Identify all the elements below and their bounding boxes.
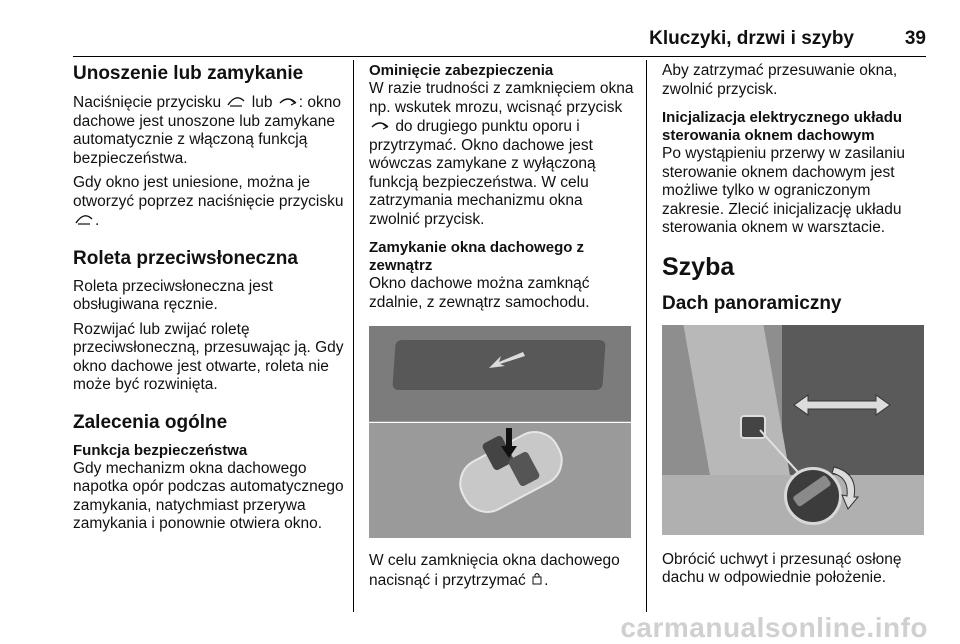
figure-caption: W celu zamknięcia okna dachowego nacisnąć i przytrzymać . — [369, 552, 620, 589]
paragraph: Gdy okno jest uniesione, można je otworzyć poprzez naciśnięcie przycisku . — [73, 174, 344, 229]
subheading-override: Ominięcie zabezpieczenia — [369, 62, 554, 79]
subheading-init: Inicjalizacja elektrycznego układu sterowania oknem dachowym — [662, 109, 903, 144]
figure-caption: Obrócić uchwyt i przesunąć osłonę dachu w odpowiednie położenie. — [662, 550, 902, 586]
heading-sun-blind: Roleta przeciwsłoneczna — [73, 247, 298, 269]
roof-lift-icon — [75, 211, 93, 230]
paragraph: Po wystąpieniu przerwy w zasilaniu sterowanie oknem dachowym jest możliwe tylko w ograniczonym zakresie. Zlecić inicjalizację układu sterowania oknem w warsztacie. — [662, 145, 905, 236]
column-divider — [353, 60, 354, 612]
column-3 — [662, 62, 926, 594]
paragraph: Okno dachowe można zamknąć zdalnie, z zewnątrz samochodu. — [369, 275, 590, 311]
paragraph: Roleta przeciwsłoneczna jest obsługiwana ręcznie. — [73, 277, 273, 313]
subheading-safety: Funkcja bezpieczeństwa — [73, 441, 248, 459]
roof-close-icon — [371, 117, 389, 136]
key-fob-illustration — [369, 326, 631, 538]
slide-arrow-icon — [792, 393, 892, 417]
paragraph: Naciśnięcie przycisku lub : okno dachowe jest unoszone lub zamykane automatycznie z włączoną funkcją bezpieczeństwa. — [73, 94, 342, 167]
column-1 — [73, 62, 345, 540]
section-title: Kluczyki, drzwi i szyby — [649, 28, 854, 49]
paragraph: W razie trudności z zamknięciem okna np. wskutek mrozu, wcisnąć przycisk do drugiego punktu oporu i przytrzymać. Okno dachowe jest wówczas zamykane z wyłączoną funkcją bezpieczeństwa. W celu zatrzymania mechanizmu okna zwolnić przycisk. — [369, 80, 634, 228]
roof-close-icon — [279, 93, 297, 112]
rotate-arrow-icon — [830, 463, 860, 511]
heading-general: Zalecenia ogólne — [73, 411, 228, 433]
column-2 — [369, 62, 635, 596]
paragraph: Aby zatrzymać przesuwanie okna, zwolnić przycisk. — [662, 62, 898, 98]
press-arrow-icon — [501, 428, 517, 458]
page-header — [73, 28, 926, 54]
roof-lift-icon — [227, 93, 245, 112]
subheading-outside: Zamykanie okna dachowego z zewnątrz — [369, 239, 585, 274]
key-lock-icon — [532, 571, 542, 590]
header-rule — [73, 56, 926, 57]
page-number: 39 — [904, 28, 926, 49]
watermark: carmanualsonline.info — [620, 612, 928, 643]
paragraph: Rozwijać lub zwijać roletę przeciwsłoneczną, przesuwając ją. Gdy okno dachowe jest otwarte, roleta nie może być rozwinięta. — [73, 320, 344, 393]
heading-lift-close: Unoszenie lub zamykanie — [73, 63, 304, 84]
heading-panoramic: Dach panoramiczny — [662, 292, 842, 314]
column-divider — [646, 60, 647, 612]
arrow-icon — [487, 348, 527, 372]
heading-glass: Szyba — [662, 252, 735, 281]
paragraph: Gdy mechanizm okna dachowego napotka opór podczas automatycznego zamykania, natychmiast przerywa zamykania i ponownie otwiera okno. — [73, 459, 344, 532]
panoramic-roof-illustration — [662, 325, 924, 535]
